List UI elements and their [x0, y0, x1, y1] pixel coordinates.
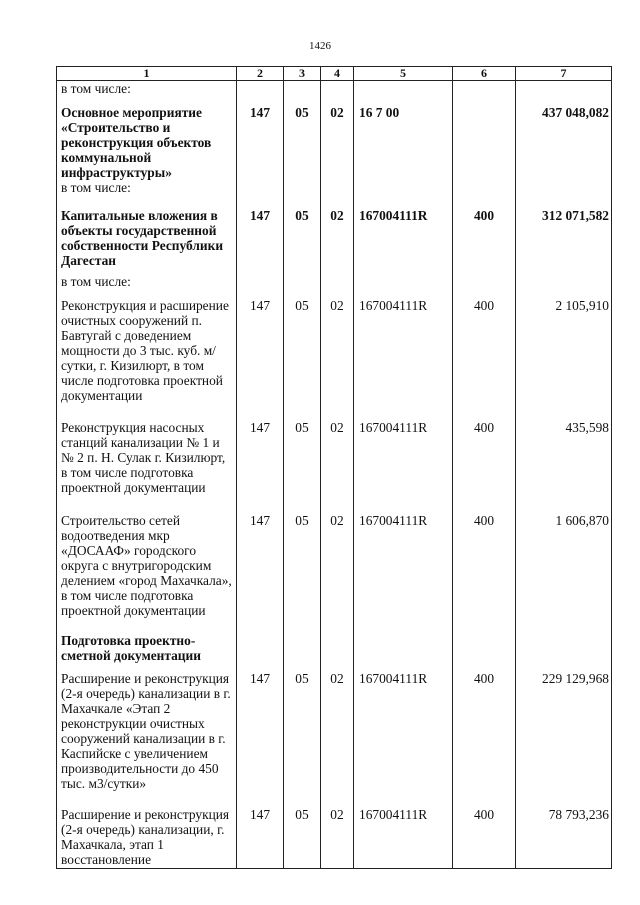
row-name: в том числе:	[57, 180, 237, 208]
row-name: Реконструкция насосных станций канализации № 1 и № 2 п. Н. Сулак г. Кизилюрт, в том числе подготовка проектной документации	[57, 420, 237, 513]
table-row	[57, 81, 612, 101]
table-row	[57, 298, 612, 420]
table-row	[57, 274, 612, 298]
row-c3: 05	[284, 298, 321, 420]
table-row	[57, 807, 612, 869]
column-header: 5	[354, 67, 453, 81]
column-header: 6	[453, 67, 516, 81]
row-c4: 02	[321, 420, 354, 513]
header-row	[57, 67, 612, 81]
row-c5: 167004111R	[354, 208, 453, 274]
row-c7: 78 793,236	[516, 807, 612, 869]
row-c3: 05	[284, 671, 321, 807]
row-c2: 147	[237, 420, 284, 513]
row-c6	[453, 105, 516, 180]
row-c4: 02	[321, 105, 354, 180]
row-c5: 167004111R	[354, 513, 453, 633]
table-row	[57, 513, 612, 633]
budget-table	[56, 66, 612, 869]
column-header: 1	[57, 67, 237, 81]
row-c4: 02	[321, 671, 354, 807]
row-c7: 437 048,082	[516, 105, 612, 180]
row-name: в том числе:	[57, 274, 237, 298]
table-row	[57, 420, 612, 513]
row-name: Подготовка проектно-сметной документации	[57, 633, 237, 671]
row-c6: 400	[453, 513, 516, 633]
row-c4: 02	[321, 208, 354, 274]
row-c2: 147	[237, 807, 284, 869]
row-c5: 167004111R	[354, 420, 453, 513]
row-c5: 16 7 00	[354, 105, 453, 180]
row-c3: 05	[284, 513, 321, 633]
row-c6: 400	[453, 671, 516, 807]
table-row	[57, 105, 612, 180]
row-name: Капитальные вложения в объекты государственной собственности Республики Дагестан	[57, 208, 237, 274]
page-number: 1426	[309, 40, 331, 52]
row-c2: 147	[237, 105, 284, 180]
column-header: 4	[321, 67, 354, 81]
row-c4: 02	[321, 807, 354, 869]
table-row	[57, 180, 612, 208]
row-name: Расширение и реконструкция (2-я очередь) канализации, г. Махачкала, этап 1 восстановление	[57, 807, 237, 869]
row-c5: 167004111R	[354, 807, 453, 869]
row-c3: 05	[284, 807, 321, 869]
row-name: Строительство сетей водоотведения мкр «ДОСААФ» городского округа с внутригородским делением «город Махачкала», в том числе подготовка проектной документации	[57, 513, 237, 633]
row-c7: 312 071,582	[516, 208, 612, 274]
row-c2: 147	[237, 671, 284, 807]
row-name: в том числе:	[57, 81, 237, 101]
row-c5: 167004111R	[354, 298, 453, 420]
row-c6: 400	[453, 298, 516, 420]
column-header: 3	[284, 67, 321, 81]
row-c2: 147	[237, 208, 284, 274]
row-name: Реконструкция и расширение очистных сооружений п. Бавтугай с доведением мощности до 3 тыс. куб. м/сутки, г. Кизилюрт, в том числе подготовка проектной документации	[57, 298, 237, 420]
table-row	[57, 633, 612, 671]
row-name: Основное мероприятие «Строительство и реконструкция объектов коммунальной инфраструктуры»	[57, 105, 237, 180]
column-header: 7	[516, 67, 612, 81]
row-c7: 1 606,870	[516, 513, 612, 633]
row-c2: 147	[237, 298, 284, 420]
row-c2: 147	[237, 513, 284, 633]
row-c7: 229 129,968	[516, 671, 612, 807]
row-c7: 435,598	[516, 420, 612, 513]
row-c4: 02	[321, 513, 354, 633]
row-c3: 05	[284, 105, 321, 180]
row-c3: 05	[284, 420, 321, 513]
column-header: 2	[237, 67, 284, 81]
row-c6: 400	[453, 807, 516, 869]
row-c6: 400	[453, 208, 516, 274]
row-c5: 167004111R	[354, 671, 453, 807]
row-c4: 02	[321, 298, 354, 420]
row-name: Расширение и реконструкция (2-я очередь) канализации в г. Махачкале «Этап 2 реконструкции очистных сооружений канализации в г. Каспийске с увеличением производительности до 450 тыс. м3/сутки»	[57, 671, 237, 807]
table-row	[57, 671, 612, 807]
row-c3: 05	[284, 208, 321, 274]
row-c7: 2 105,910	[516, 298, 612, 420]
table-row	[57, 208, 612, 274]
row-c6: 400	[453, 420, 516, 513]
